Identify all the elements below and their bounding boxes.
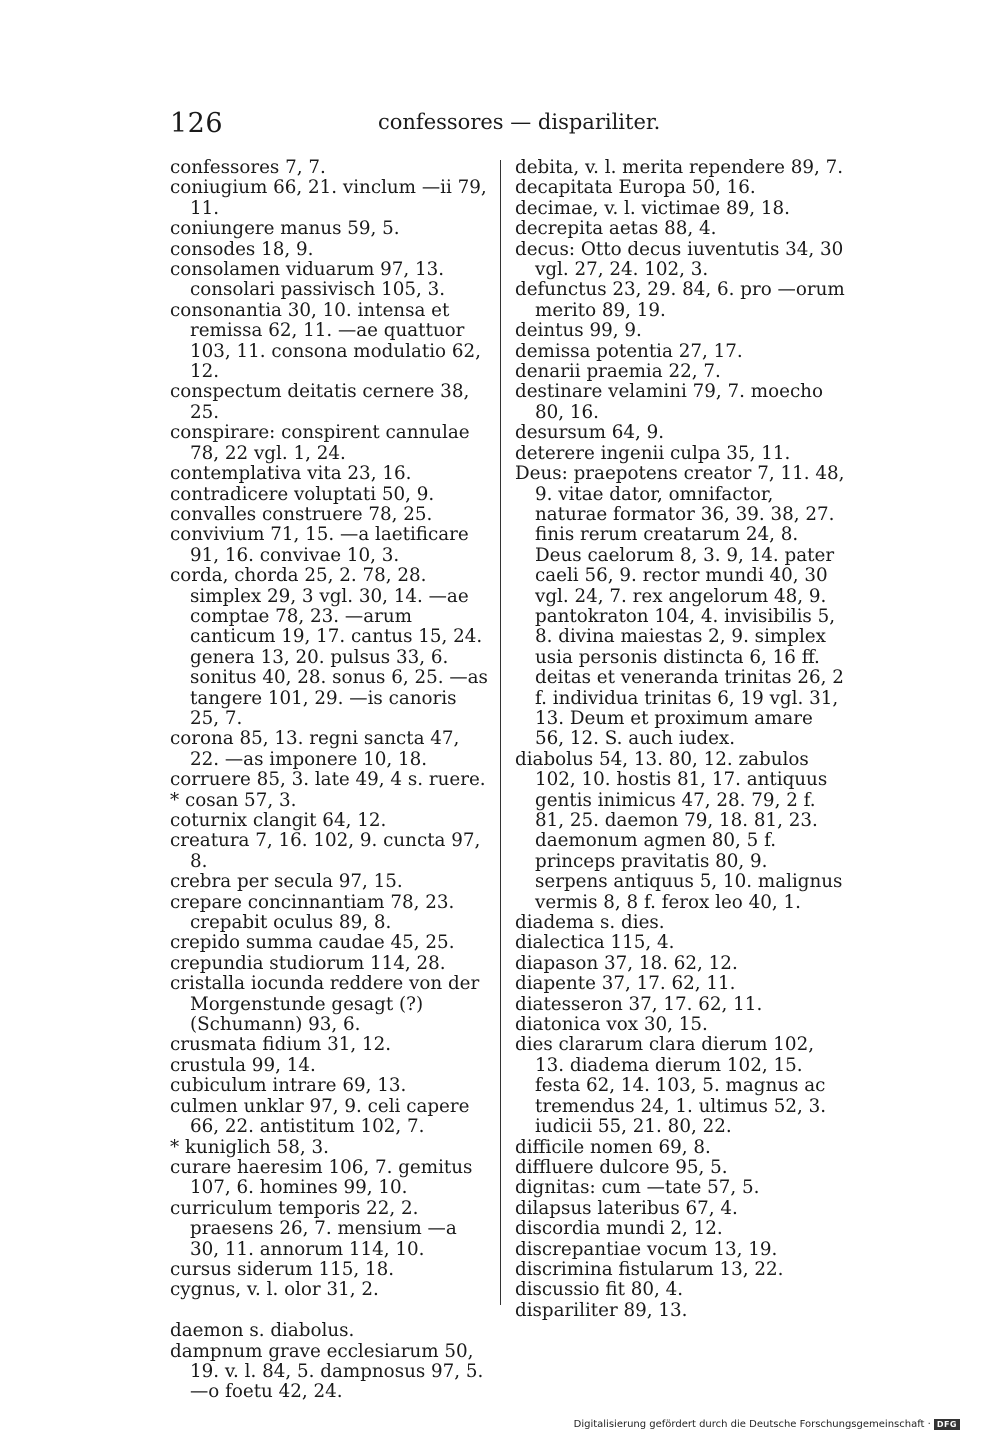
index-entry: cursus siderum 115, 18. — [170, 1258, 395, 1280]
index-entry: corruere 85, 3. late 49, 4 s. ruere. — [170, 769, 486, 791]
index-entry: cubiculum intrare 69, 13. — [170, 1075, 407, 1097]
running-head: confessores — dispariliter. — [378, 110, 661, 134]
index-entry: discrepantiae vocum 13, 19. — [515, 1238, 778, 1260]
index-entry: conspectum deitatis cernere 38, 25. — [170, 381, 470, 423]
index-entry: coniugium 66, 21. vinclum —ii 79, 11. — [170, 177, 487, 219]
index-entry: creatura 7, 16. 102, 9. cuncta 97, 8. — [170, 830, 481, 872]
index-entry: diatesseron 37, 17. 62, 11. — [515, 993, 763, 1015]
index-entry: dies clararum clara dierum 102, 13. diadema dierum 102, 15. festa 62, 14. 103, 5. magnus ac tremendus 24, 1. ultimus 52, 3. iudicii 55, 21. 80, 22. — [515, 1034, 827, 1138]
index-entry: crebra per secula 97, 15. — [170, 871, 403, 893]
index-entry: desursum 64, 9. — [515, 422, 665, 444]
index-entry: difficile nomen 69, 8. — [515, 1136, 711, 1158]
index-entry: destinare velamini 79, 7. moecho 80, 16. — [515, 381, 823, 423]
index-entry: demissa potentia 27, 17. — [515, 340, 743, 362]
index-entry: culmen unklar 97, 9. celi capere 66, 22. antistitum 102, 7. — [170, 1095, 470, 1138]
index-entry: crusmata fidium 31, 12. — [170, 1034, 392, 1056]
index-entry: dispariliter 89, 13. — [515, 1299, 688, 1321]
index-entry: cygnus, v. l. olor 31, 2. — [170, 1279, 379, 1301]
index-entry: corda, chorda 25, 2. 78, 28. simplex 29, 3 vgl. 30, 14. —ae comptae 78, 23. —arum canticum 19, 17. cantus 15, 24. genera 13, 20. pulsus 33, 6. sonitus 40, 28. sonus 6, 25. —as tangere 101, 29. —is canoris 25, 7. — [170, 565, 488, 729]
index-entry: consolamen viduarum 97, 13. consolari passivisch 105, 3. — [170, 259, 446, 301]
index-entry: decrepita aetas 88, 4. — [515, 218, 717, 240]
index-entry: diapente 37, 17. 62, 11. — [515, 973, 736, 995]
index-entry: defunctus 23, 29. 84, 6. pro —orum merito 89, 19. — [515, 279, 845, 321]
index-entry: contradicere voluptati 50, 9. — [170, 483, 435, 505]
index-entry: curriculum temporis 22, 2. praesens 26, 7. mensium —a 30, 11. annorum 114, 10. — [170, 1197, 457, 1260]
index-entry: diadema s. dies. — [515, 912, 665, 934]
page-number: 126 — [170, 108, 224, 139]
index-entry: dignitas: cum —tate 57, 5. — [515, 1177, 760, 1199]
index-entry: consodes 18, 9. — [170, 238, 314, 260]
index-entry: contemplativa vita 23, 16. — [170, 463, 412, 485]
index-entry: crustula 99, 14. — [170, 1054, 316, 1076]
index-entry: diapason 37, 18. 62, 12. — [515, 952, 738, 974]
index-entry: coturnix clangit 64, 12. — [170, 810, 387, 831]
index-entry: debita, v. l. merita rependere 89, 7. — [515, 157, 844, 178]
index-entry: * cosan 57, 3. — [170, 789, 297, 811]
index-entry: diatonica vox 30, 15. — [515, 1014, 708, 1036]
index-entry: dilapsus lateribus 67, 4. — [515, 1197, 738, 1219]
dfg-logo: DFG — [934, 1419, 960, 1430]
index-entry: diabolus 54, 13. 80, 12. zabulos 102, 10. hostis 81, 17. antiquus gentis inimicus 47, 28. 79, 2 f. 81, 25. daemon 79, 18. 81, 23. daemonum agmen 80, 5 f. princeps pravitatis 80, 9. serpens antiquus 5, 10. malignus vermis 8, 8 f. ferox leo 40, 1. — [515, 748, 843, 913]
index-column-right — [515, 158, 845, 1321]
index-entry: Deus: praepotens creator 7, 11. 48, 9. vitae dator, omnifactor, naturae formator 36, 39. 38, 27. finis rerum creatarum 24, 8. Deus caelorum 8, 3. 9, 14. pater caeli 56, 9. rector mundi 40, 30 vgl. 24, 7. rex angelorum 48, 9. pantokraton 104, 4. invisibilis 5, 8. divina maiestas 2, 9. simplex usia personis distincta 6, 16 ff. deitas et veneranda trinitas 26, 2 f. individua trinitas 6, 19 vgl. 31, 13. Deum et proximum amare 56, 12. S. auch iudex. — [515, 463, 845, 750]
index-entry: decapitata Europa 50, 16. — [515, 177, 756, 199]
index-entry: crepundia studiorum 114, 28. — [170, 952, 446, 974]
index-entry: diffluere dulcore 95, 5. — [515, 1156, 728, 1178]
index-entry: coniungere manus 59, 5. — [170, 218, 400, 240]
index-entry: curare haeresim 106, 7. gemitus 107, 6. homines 99, 10. — [170, 1156, 473, 1199]
index-entry: dialectica 115, 4. — [515, 932, 675, 954]
index-column-left — [170, 158, 488, 1403]
index-entry: convalles construere 78, 25. — [170, 503, 433, 525]
index-entry: discussio fit 80, 4. — [515, 1279, 684, 1301]
column-divider — [500, 160, 501, 1305]
digitization-footer — [574, 1419, 960, 1430]
index-entry: confessores 7, 7. — [170, 157, 326, 178]
index-entry: consonantia 30, 10. intensa et remissa 62, 11. —ae quattuor 103, 11. consona modulatio 62, 12. — [170, 299, 481, 383]
index-entry: conspirare: conspirent cannulae 78, 22 vgl. 1, 24. — [170, 422, 470, 464]
index-entry: daemon s. diabolus. — [170, 1320, 355, 1342]
index-entry: denarii praemia 22, 7. — [515, 361, 721, 383]
index-entry: crepido summa caudae 45, 25. — [170, 932, 455, 954]
index-entry: dampnum grave ecclesiarum 50, 19. v. l. 84, 5. dampnosus 97, 5. —o foetu 42, 24. — [170, 1340, 484, 1403]
index-entry: decimae, v. l. victimae 89, 18. — [515, 197, 790, 219]
index-entry: * kuniglich 58, 3. — [170, 1136, 329, 1158]
index-entry: corona 85, 13. regni sancta 47, 22. —as imponere 10, 18. — [170, 728, 460, 770]
index-entry: discrimina fistularum 13, 22. — [515, 1258, 784, 1280]
index-entry: convivium 71, 15. —a laetificare 91, 16. convivae 10, 3. — [170, 524, 469, 566]
index-entry: deintus 99, 9. — [515, 320, 642, 342]
index-entry: decus: Otto decus iuventutis 34, 30 vgl. 27, 24. 102, 3. — [515, 238, 844, 281]
index-entry: discordia mundi 2, 12. — [515, 1218, 723, 1240]
footer-credit: Digitalisierung gefördert durch die Deutsche Forschungsgemeinschaft · — [573, 1419, 931, 1430]
index-entry: deterere ingenii culpa 35, 11. — [515, 442, 791, 464]
index-entry: cristalla iocunda reddere von der Morgenstunde gesagt (?) (Schumann) 93, 6. — [170, 973, 480, 1036]
index-entry: crepare concinnantiam 78, 23. crepabit oculus 89, 8. — [170, 891, 455, 934]
